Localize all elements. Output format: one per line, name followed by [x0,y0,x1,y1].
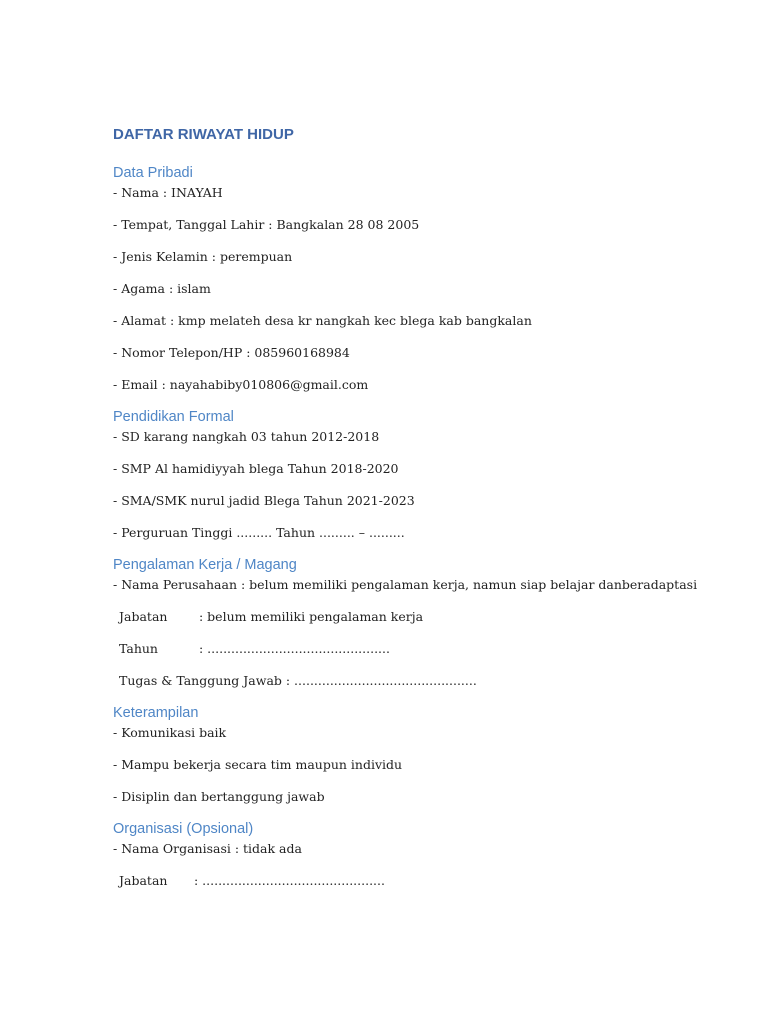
field-agama: - Agama : islam [113,281,211,296]
org-jabatan [113,873,713,889]
work-tugas: Tugas & Tanggung Jawab : .............................................. [119,673,477,688]
work-tahun [113,641,713,657]
skill-disiplin: - Disiplin dan bertanggung jawab [113,789,325,804]
field-telepon: - Nomor Telepon/HP : 085960168984 [113,345,350,360]
section-data-pribadi [113,163,713,393]
org-name: - Nama Organisasi : tidak ada [113,841,302,856]
education-sma: - SMA/SMK nurul jadid Blega Tahun 2021-2023 [113,493,415,508]
section-heading-pendidikan-formal: Pendidikan Formal [113,409,234,425]
field-jenis-kelamin: - Jenis Kelamin : perempuan [113,249,293,264]
section-organisasi [113,819,713,889]
org-jabatan-value: : .............................................. [194,873,385,888]
field-email: - Email : nayahabiby010806@gmail.com [113,377,369,392]
education-smp: - SMP Al hamidiyyah blega Tahun 2018-2020 [113,461,399,476]
work-tahun-value: : .............................................. [199,641,390,656]
section-heading-data-pribadi: Data Pribadi [113,165,193,181]
field-nama: - Nama : INAYAH [113,185,223,200]
education-sd: - SD karang nangkah 03 tahun 2012-2018 [113,429,380,444]
section-pendidikan-formal [113,407,713,541]
education-perguruan-tinggi: - Perguruan Tinggi ......... Tahun ......... – ......... [113,525,405,540]
work-company: - Nama Perusahaan : belum memiliki pengalaman kerja, namun siap belajar danberadaptasi [113,577,698,592]
document-content [113,125,713,903]
org-jabatan-label: Jabatan [119,873,168,888]
work-jabatan [113,609,713,625]
skill-kerja-tim: - Mampu bekerja secara tim maupun individu [113,757,403,772]
section-heading-organisasi: Organisasi (Opsional) [113,821,254,837]
work-jabatan-label: Jabatan [119,609,168,624]
section-heading-keterampilan: Keterampilan [113,705,199,721]
field-alamat: - Alamat : kmp melateh desa kr nangkah kec blega kab bangkalan [113,313,532,328]
work-jabatan-value: : belum memiliki pengalaman kerja [199,609,424,624]
section-keterampilan [113,703,713,805]
section-pengalaman-kerja [113,555,713,689]
section-heading-pengalaman-kerja: Pengalaman Kerja / Magang [113,557,297,573]
field-tempat-tanggal-lahir: - Tempat, Tanggal Lahir : Bangkalan 28 08 2005 [113,217,420,232]
document-title: DAFTAR RIWAYAT HIDUP [113,126,294,143]
work-tahun-label: Tahun [119,641,158,656]
skill-komunikasi: - Komunikasi baik [113,725,227,740]
